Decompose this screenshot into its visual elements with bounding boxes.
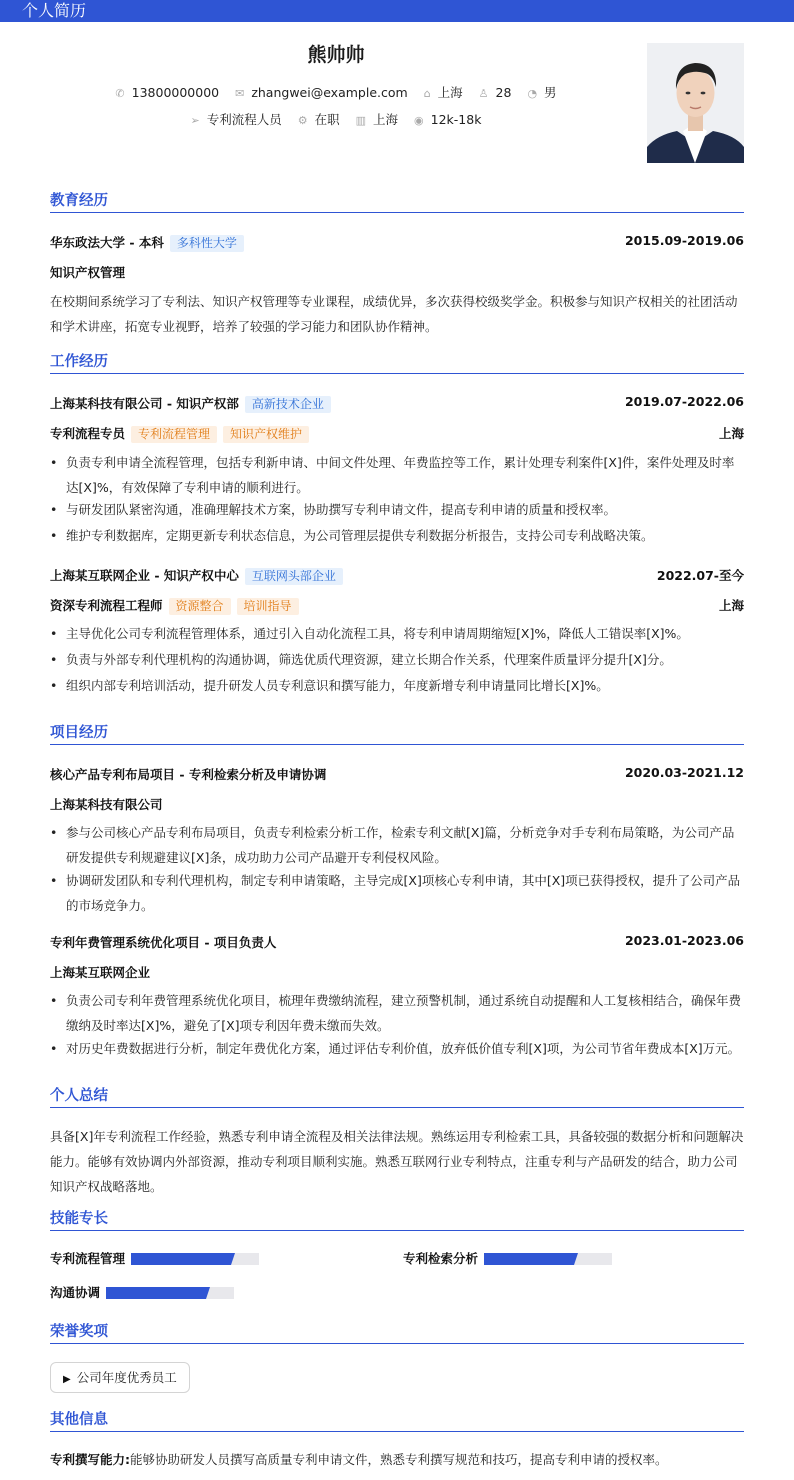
work-1-bullet: • 与研发团队紧密沟通，准确理解技术方案，协助撰写专利申请文件，提高专利申请的质量和授权率。 [50,497,744,522]
work-2-company [50,566,343,585]
intent-position [191,110,282,128]
intent-salary [414,112,481,127]
work-2-city: 上海 [718,598,744,613]
location-text: 上海 [437,85,463,100]
skill-bar [131,1253,259,1265]
skill-name: 专利流程管理 [50,1251,126,1266]
other-text: 能够协助研发人员撰写高质量专利申请文件，熟悉专利撰写规范和技巧，提高专利申请的授权率。 [130,1452,668,1467]
city-text: 上海 [373,112,399,127]
contact-gender [527,83,556,101]
play-icon: ▶ [63,1374,71,1385]
email-text: zhangwei@example.com [251,85,408,100]
intent-city [356,110,398,128]
work-1-bullet: • 负责专利申请全流程管理，包括专利新申请、中间文件处理、年费监控等工作，累计处理专利案件[X]件，案件处理及时率达[X]%，有效保障了专利申请的顺利进行。 [50,450,744,500]
section-title-work: 工作经历 [50,354,744,374]
phone-text: 13800000000 [131,85,220,100]
section-title-honors: 荣誉奖项 [50,1324,744,1344]
position-text: 专利流程人员 [206,112,282,127]
other-info [50,1450,744,1470]
status-icon: ⚙ [297,114,308,127]
contact-location [424,83,463,101]
work-1-bullet: • 维护专利数据库，定期更新专利状态信息，为公司管理层提供专利数据分析报告，支持公司专利战略决策。 [50,523,744,548]
skill-item [403,1251,612,1267]
work-1-company [50,394,331,413]
mail-icon: ✉ [235,87,245,100]
work-2-bullet: • 组织内部专利培训活动，提升研发人员专利意识和撰写能力，年度新增专利申请量同比增长[X]%。 [50,673,744,698]
gender-text: 男 [544,85,557,100]
salary-text: 12k-18k [430,112,482,127]
honor-text: 公司年度优秀员工 [76,1370,177,1385]
education-school [50,233,244,252]
role-tag: 专利流程管理 [131,426,217,443]
company-text: 上海某科技有限公司 - 知识产权部 [50,396,239,411]
project-1-period: 2020.03-2021.12 [624,765,744,780]
home-icon: ⌂ [423,87,431,100]
school-tag: 多科性大学 [170,235,244,252]
project-1-company: 上海某科技有限公司 [50,797,163,812]
school-text: 华东政法大学 - 本科 [50,235,164,250]
role-text: 资深专利流程工程师 [50,598,163,613]
intent-line [0,110,672,128]
project-2-company: 上海某互联网企业 [50,965,151,980]
contact-line [0,83,672,101]
age-text: 28 [495,85,512,100]
work-1-city: 上海 [718,426,744,441]
section-title-skills: 技能专长 [50,1211,744,1231]
project-1-bullet: • 协调研发团队和专利代理机构，制定专利申请策略，主导完成[X]项核心专利申请，其中[X]项已获得授权，提升了公司产品的市场竞争力。 [50,868,744,918]
work-2-bullet: • 负责与外部专利代理机构的沟通协调，筛选优质代理资源，建立长期合作关系，代理案件质量评分提升[X]分。 [50,647,744,672]
phone-icon: ✆ [115,87,125,100]
education-major: 知识产权管理 [50,265,126,280]
status-text: 在职 [314,112,340,127]
contact-age [479,85,512,100]
role-tag: 资源整合 [169,598,231,615]
skill-name: 沟通协调 [50,1285,101,1300]
project-2-bullet: • 对历史年费数据进行分析，制定年费优化方案，通过评估专利价值，放弃低价值专利[X]项，为公司节省年费成本[X]万元。 [50,1036,744,1061]
work-1-role [50,424,309,443]
work-2-role [50,596,299,615]
role-tag: 培训指导 [237,598,299,615]
company-tag: 互联网头部企业 [245,568,343,585]
candidate-name: 熊帅帅 [307,44,365,66]
project-2-title: 专利年费管理系统优化项目 - 项目负责人 [50,935,277,950]
summary-text: 具备[X]年专利流程工作经验，熟悉专利申请全流程及相关法律法规。熟练运用专利检索工具，具备较强的数据分析和问题解决能力。能够有效协调内外部资源，推动专利项目顺利实施。熟悉互联网行业专利特点，注重专利与产品研发的结合，助力公司知识产权战略落地。 [50,1129,744,1194]
section-title-summary: 个人总结 [50,1088,744,1108]
skill-item [50,1285,234,1301]
project-2-bullet: • 负责公司专利年费管理系统优化项目，梳理年费缴纳流程，建立预警机制，通过系统自动提醒和人工复核相结合，确保年费缴纳及时率达[X]%，避免了[X]项专利因年费未缴而失效。 [50,988,744,1038]
section-title-other: 其他信息 [50,1412,744,1432]
company-tag: 高新技术企业 [245,396,331,413]
topbar-title: 个人简历 [22,1,87,20]
skill-bar-fill [484,1253,574,1265]
contact-email [235,85,408,100]
skill-item [50,1251,259,1267]
role-text: 专利流程专员 [50,426,126,441]
section-title-projects: 项目经历 [50,725,744,745]
send-icon: ➢ [190,114,200,127]
intent-status [298,110,340,128]
work-1-period: 2019.07-2022.06 [624,394,744,409]
company-text: 上海某互联网企业 - 知识产权中心 [50,568,239,583]
contact-phone [115,85,219,100]
skill-bar [106,1287,234,1299]
role-tag: 知识产权维护 [223,426,309,443]
skill-bar-fill [131,1253,231,1265]
skill-name: 专利检索分析 [403,1251,479,1266]
work-2-bullet: • 主导优化公司专利流程管理体系，通过引入自动化流程工具，将专利申请周期缩短[X]%，降低人工错误率[X]%。 [50,621,744,646]
other-label: 专利撰写能力: [50,1452,130,1467]
city-icon: ▥ [355,114,367,127]
project-1-title: 核心产品专利布局项目 - 专利检索分析及申请协调 [50,767,327,782]
salary-icon: ◉ [414,114,424,127]
topbar [0,0,794,22]
education-description: 在校期间系统学习了专利法、知识产权管理等专业课程，成绩优异，多次获得校级奖学金。积极参与知识产权相关的社团活动和学术讲座，拓宽专业视野，培养了较强的学习能力和团队协作精神。 [50,294,738,334]
age-icon: ♙ [478,87,489,100]
skill-bar [484,1253,612,1265]
project-2-period: 2023.01-2023.06 [624,933,744,948]
work-2-period: 2022.07-至今 [656,568,744,583]
profile-photo [647,43,744,163]
section-title-education: 教育经历 [50,193,744,213]
gender-icon: ◔ [527,87,538,100]
skill-bar-fill [106,1287,206,1299]
education-period: 2015.09-2019.06 [624,233,744,248]
portrait-illustration [647,43,744,163]
honor-item[interactable] [50,1362,190,1393]
project-1-bullet: • 参与公司核心产品专利布局项目，负责专利检索分析工作，检索专利文献[X]篇，分析竞争对手专利布局策略，为公司产品研发提供专利规避建议[X]条，成功助力公司产品避开专利侵权风险。 [50,820,744,870]
